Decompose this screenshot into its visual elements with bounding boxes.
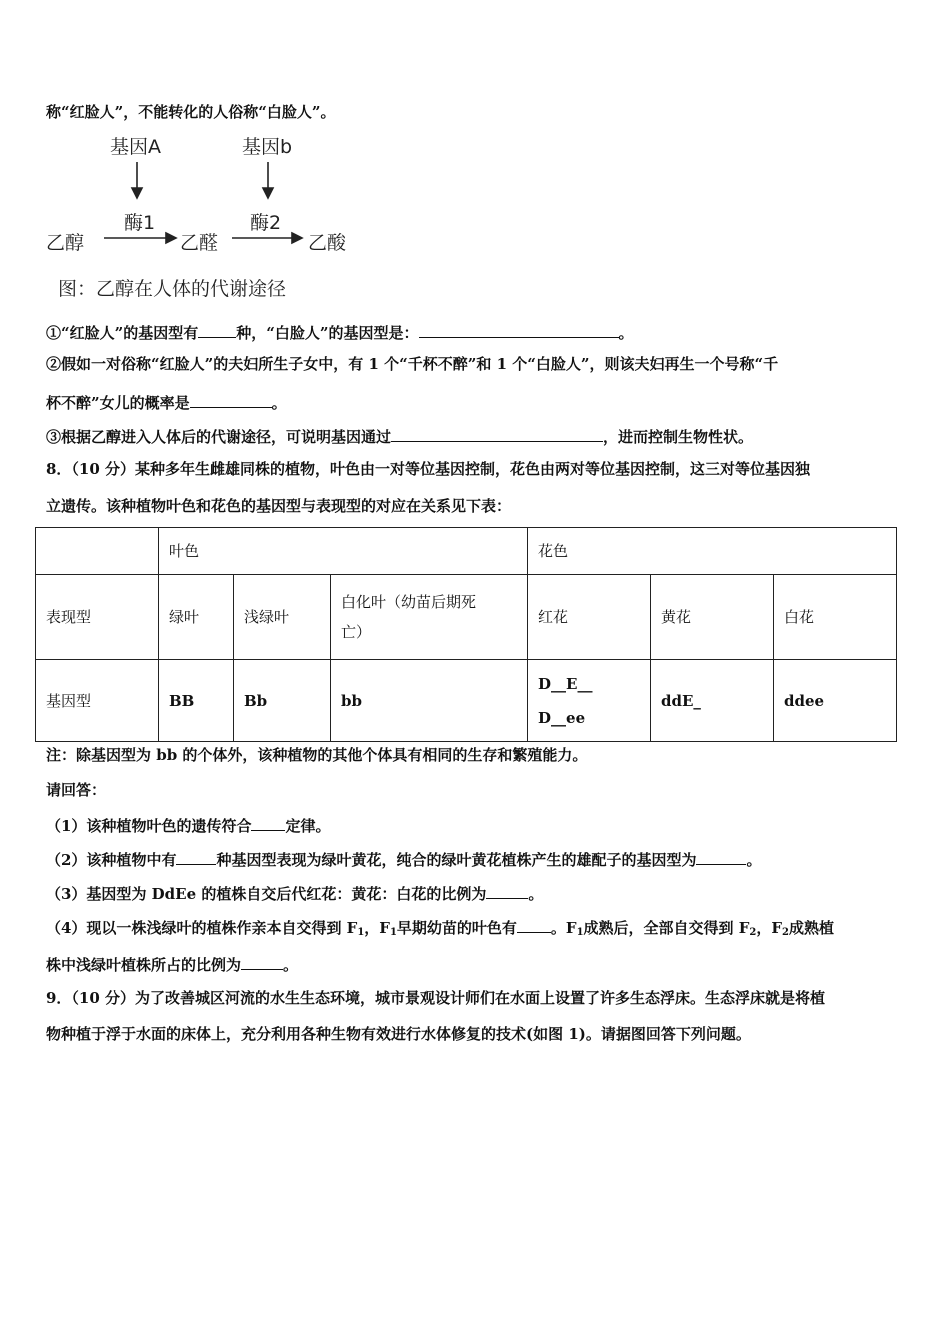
genotype-phenotype-table [35,527,897,742]
ethanol-label: 乙醇 [46,232,85,254]
q8-ask: 请回答： [46,781,107,799]
answer-blank [176,848,216,865]
cell-white-genotype: ddee [774,660,897,742]
subscript: 2 [782,927,790,938]
q7-sub1-text-b: 种，“白脸人”的基因型是： [236,324,419,342]
row-label-genotype: 基因型 [36,660,159,742]
acetic-acid-label: 乙酸 [308,232,347,254]
cell-albino-leaf [331,575,528,660]
enzyme1-label: 酶1 [124,212,156,234]
q8-part3-text-a: （3）基因型为 DdEe 的植株自交后代红花：黄花：白花的比例为 [46,885,487,903]
diagram-caption: 图：乙醇在人体的代谢途径 [58,278,287,300]
subscript: 1 [389,927,397,938]
q8-part1-text-a: （1）该种植物叶色的遗传符合 [46,817,252,835]
red-genotype-2: D__ee [538,708,586,727]
acetaldehyde-label: 乙醛 [180,232,219,254]
q8-part2 [46,848,761,870]
q8-part3-text-b: 。 [528,885,544,903]
q8-part2-text-c: 。 [746,851,762,869]
answer-blank [190,391,272,408]
answer-blank [241,953,283,970]
gene-b-arrowhead [263,188,273,198]
q8-part4-text-a: （4）现以一株浅绿叶的植株作亲本自交得到 F [46,919,358,937]
q7-sub2-line1: ②假如一对俗称“红脸人”的夫妇所生子女中，有 1 个“千杯不醉”和 1 个“白脸人”，则该夫妇再生一个号称“千 [46,355,779,373]
q8-part4-line2-text-b: 。 [283,956,299,974]
q7-sub3-text-b: ，进而控制生物性状。 [603,428,754,446]
q7-sub3 [46,425,753,447]
header-leaf-color: 叶色 [159,528,528,575]
cell-yellow-flower: 黄花 [651,575,774,660]
q7-sub2-line2 [46,391,287,413]
q8-part4-text-b: ，F [364,919,390,937]
q7-sub2-text-a: 杯不醉”女儿的概率是 [46,394,190,412]
cell-bb: bb [331,660,528,742]
answer-blank [486,882,528,899]
answer-blank [517,916,551,933]
gene-a-arrowhead [132,188,142,198]
q9-stem-line2: 物种植于浮于水面的床体上，充分利用各种生物有效进行水体修复的技术(如图 1)。请据图回答下列问题。 [46,1025,751,1043]
q8-part4-line1 [46,916,834,943]
cell-green-leaf: 绿叶 [159,575,234,660]
subscript: 1 [357,927,365,938]
q8-part2-text-a: （2）该种植物中有 [46,851,177,869]
q8-stem-line1: 8．（10 分）某种多年生雌雄同株的植物，叶色由一对等位基因控制，花色由两对等位基因控制，这三对等位基因独 [46,460,811,478]
q8-part3 [46,882,543,904]
q8-part4-text-d: 。F [550,919,577,937]
q8-part1-text-b: 定律。 [285,817,331,835]
table-row-genotype [36,660,897,742]
gene-a-label: 基因A [110,136,161,158]
cell-light-green-leaf: 浅绿叶 [234,575,331,660]
header-flower-color: 花色 [528,528,897,575]
q8-part4-text-f: ，F [756,919,783,937]
table-corner-cell [36,528,159,575]
q8-part4-text-e: 成熟后，全部自交得到 F [583,919,750,937]
q8-part1 [46,814,330,836]
answer-blank [696,848,746,865]
q7-sub2-text-b: 。 [271,394,287,412]
subscript: 2 [749,927,757,938]
enzyme2-label: 酶2 [250,212,282,234]
cell-white-flower: 白花 [774,575,897,660]
q7-sub1 [46,321,634,343]
cell-red-genotypes [528,660,651,742]
red-genotype-1: D__E__ [538,674,593,693]
gene-b-label: 基因b [242,136,293,158]
q7-sub1-text-c: 。 [618,324,634,342]
q8-part4-line2 [46,953,298,975]
table-header-row [36,528,897,575]
q8-part4-text-g: 成熟植 [789,919,835,937]
intro-line: 称“红脸人”，不能转化的人俗称“白脸人”。 [46,103,336,121]
q8-part4-text-c: 早期幼苗的叶色有 [396,919,517,937]
q8-part2-text-b: 种基因型表现为绿叶黄花，纯合的绿叶黄花植株产生的雄配子的基因型为 [216,851,697,869]
q8-stem-line2: 立遗传。该种植物叶色和花色的基因型与表现型的对应在关系见下表： [46,497,512,515]
answer-blank [419,321,619,338]
q8-note: 注：除基因型为 bb 的个体外，该种植物的其他个体具有相同的生存和繁殖能力。 [46,746,588,764]
metabolism-diagram [44,130,374,305]
row-label-phenotype: 表现型 [36,575,159,660]
q7-sub1-text-a: ①“红脸人”的基因型有 [46,324,199,342]
cell-BB: BB [159,660,234,742]
q7-sub3-text-a: ③根据乙醇进入人体后的代谢途径，可说明基因通过 [46,428,392,446]
cell-yellow-genotype: ddE_ [651,660,774,742]
answer-blank [198,321,236,338]
cell-red-flower: 红花 [528,575,651,660]
albino-text-2: 亡） [341,623,372,641]
answer-blank [391,425,603,442]
albino-text-1: 白化叶（幼苗后期死 [341,593,477,611]
q9-stem-line1: 9．（10 分）为了改善城区河流的水生生态环境，城市景观设计师们在水面上设置了许多生态浮床。生态浮床就是将植 [46,989,826,1007]
enzyme1-arrowhead [166,233,176,243]
enzyme2-arrowhead [292,233,302,243]
cell-Bb: Bb [234,660,331,742]
table-row-phenotype [36,575,897,660]
q8-part4-line2-text-a: 株中浅绿叶植株所占的比例为 [46,956,242,974]
subscript: 1 [576,927,584,938]
answer-blank [251,814,285,831]
